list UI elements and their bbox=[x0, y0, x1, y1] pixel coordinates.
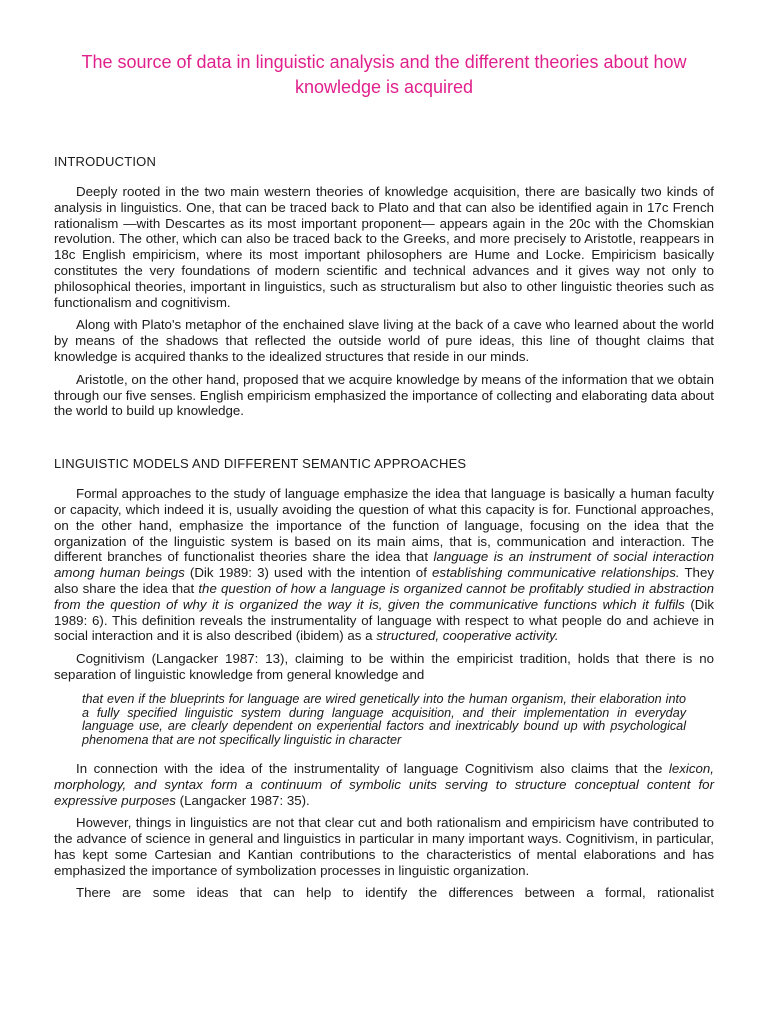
paragraph: Aristotle, on the other hand, proposed that we acquire knowledge by means of the information that we obtain through our five senses. English empiricism emphasized the importance of collecting and elaborating data about the world to build up knowledge. bbox=[54, 371, 714, 419]
paragraph-truncated: There are some ideas that can help to identify the differences between a formal, rationalist bbox=[76, 885, 714, 901]
paragraph: Cognitivism (Langacker 1987: 13), claiming to be within the empiricist tradition, holds that there is no separation of linguistic knowledge from general knowledge and bbox=[54, 651, 714, 682]
paragraph: Along with Plato's metaphor of the enchained slave living at the back of a cave who learned about the world by means of the shadows that reflected the outside world of pure ideas, this line of thought claims that knowledge is acquired thanks to the idealized structures that reside in our minds. bbox=[54, 317, 714, 364]
paragraph: Formal approaches to the study of language emphasize the idea that language is basically a human faculty or capacity, which indeed it is, usually avoiding the question of what this capacity is for. Functional approaches, on the other hand, emphasize the importance of the function of language, focusing on the idea that the organization of the linguistic system is based on its main aims, that is, communication and interaction. The different branches of functionalist theories share the idea that language is an instrument of social interaction among human beings (Dik 1989: 3) used with the intention of establishing communicative relationships. They also share the idea that the question of how a language is organized cannot be profitably studied in abstraction from the question of why it is organized the way it is, given the communicative functions which it fulfils (Dik 1989: 6). This definition reveals the instrumentality of language with respect to what people do and achieve in social interaction and it is also described (ibidem) as a structured, cooperative activity. bbox=[54, 486, 715, 644]
paragraph: In connection with the idea of the instrumentality of language Cognitivism also claims that the lexicon, morphology, and syntax form a continuum of symbolic units serving to structure conceptual content for expressive purposes (Langacker 1987: 35). bbox=[54, 760, 714, 808]
section-heading-linguistic-models: LINGUISTIC MODELS AND DIFFERENT SEMANTIC APPROACHES bbox=[54, 456, 467, 472]
paragraph: Deeply rooted in the two main western theories of knowledge acquisition, there are basically two kinds of analysis in linguistics. One, that can be traced back to Plato and that can also be identified again in 17c French rationalism —with Descartes as its most important proponent— appears again in the 20c with the Chomskian revolution. The other, which can also be traced back to the Greeks, and more precisely to Aristotle, reappears in 18c English empiricism, where its most important philosophers are Hume and Locke. Empiricism basically constitutes the very foundations of modern scientific and technical advances and it gives way not only to philosophical theories, important in linguistics, such as structuralism but also to other linguistic theories such as functionalism and cognitivism. bbox=[54, 184, 714, 310]
document-page bbox=[54, 50, 714, 901]
block-quote: that even if the blueprints for language are wired genetically into the human organism, their elaboration into a fully specified linguistic system during language acquisition, and their implementation in everyday language use, are clearly dependent on experiential factors and inextricably bound up with psychological phenomena that are not specifically linguistic in character bbox=[82, 691, 686, 748]
section-heading-introduction: INTRODUCTION bbox=[54, 154, 157, 169]
paragraph: However, things in linguistics are not that clear cut and both rationalism and empiricism have contributed to the advance of science in general and linguistics in particular in many important ways. Cognitivism, in particular, has kept some Cartesian and Kantian contributions to the characteristics of mental elaborations and has emphasized the importance of symbolization processes in linguistic organization. bbox=[54, 815, 714, 878]
document-title: The source of data in linguistic analysis and the different theories about how knowledge is acquired bbox=[81, 52, 687, 97]
